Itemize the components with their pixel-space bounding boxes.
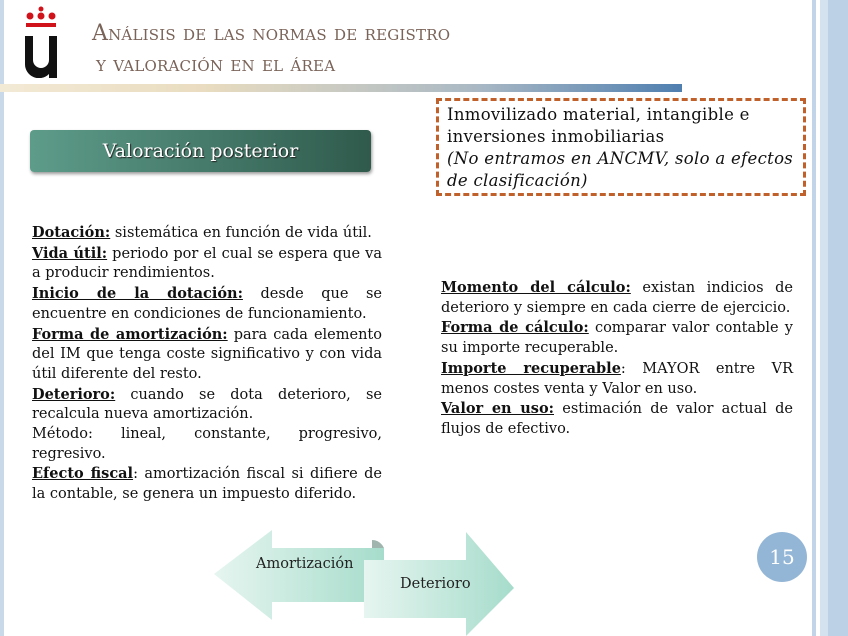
- left-arrow: [214, 530, 384, 620]
- item-text: cuando se dota deterioro, se recalcula nueva amortización.: [32, 386, 382, 423]
- list-item: [32, 223, 382, 244]
- item-term: Importe recuperable: [441, 359, 621, 377]
- item-text: comparar valor contable y su importe recuperable.: [441, 320, 793, 357]
- slide-title: [92, 18, 450, 80]
- list-item: [441, 278, 793, 318]
- item-text: existan indicios de deterioro y siempre en cada cierre de ejercicio.: [441, 280, 793, 316]
- right-column: [441, 278, 793, 440]
- list-item: [441, 399, 793, 439]
- item-text: : MAYOR entre VR menos costes venta y Valor en uso.: [441, 360, 793, 397]
- list-item: [32, 244, 382, 284]
- item-text: desde que se encuentre en condiciones de funcionamiento.: [32, 286, 382, 322]
- item-text: estimación de valor actual de flujos de efectivo.: [441, 401, 793, 437]
- title-line-2: y valoración en el área: [96, 52, 336, 77]
- item-text: periodo por el cual se espera que va a producir rendimientos.: [32, 245, 382, 282]
- list-item: [441, 359, 793, 399]
- item-text: para cada elemento del IM que tenga coste significativo y con vida útil diferente del resto.: [32, 326, 382, 382]
- arrow-label-amortizacion: Amortización: [256, 556, 354, 572]
- item-term: Inicio de la dotación:: [32, 285, 243, 303]
- arrow-label-deterioro: Deterioro: [400, 576, 471, 592]
- title-underline-bar: [0, 84, 682, 92]
- item-term: Forma de cálculo:: [441, 319, 589, 337]
- title-line-1: Análisis de las normas de registro: [92, 21, 451, 46]
- list-item: [441, 318, 793, 358]
- list-item: [32, 284, 382, 324]
- list-item: [32, 464, 382, 504]
- item-text: sistemática en función de vida útil.: [110, 225, 372, 241]
- topic-note: (No entramos en ANCMV, solo a efectos de clasificación): [447, 149, 794, 190]
- page-number: 15: [757, 532, 807, 582]
- item-term: Forma de amortización:: [32, 325, 228, 343]
- item-text: Método: lineal, constante, progresivo, regresivo.: [32, 426, 382, 462]
- right-border: [808, 0, 848, 636]
- item-term: Deterioro:: [32, 385, 116, 403]
- item-text: : amortización fiscal si difiere de la contable, se genera un impuesto diferido.: [32, 466, 383, 503]
- left-border: [0, 0, 4, 636]
- item-term: Valor en uso:: [441, 400, 554, 418]
- topic-line: Inmovilizado material, intangible e inversiones inmobiliarias: [447, 105, 750, 146]
- list-item: [32, 385, 382, 425]
- item-term: Efecto fiscal: [32, 465, 134, 483]
- left-column: [32, 223, 382, 505]
- topic-box: [436, 98, 806, 196]
- section-badge: Valoración posterior: [30, 130, 371, 172]
- university-logo: [22, 6, 62, 78]
- item-term: Vida útil:: [32, 244, 108, 262]
- list-item: [32, 425, 382, 464]
- list-item: [32, 325, 382, 385]
- item-term: Momento del cálculo:: [441, 279, 631, 296]
- item-term: Dotación:: [32, 224, 111, 241]
